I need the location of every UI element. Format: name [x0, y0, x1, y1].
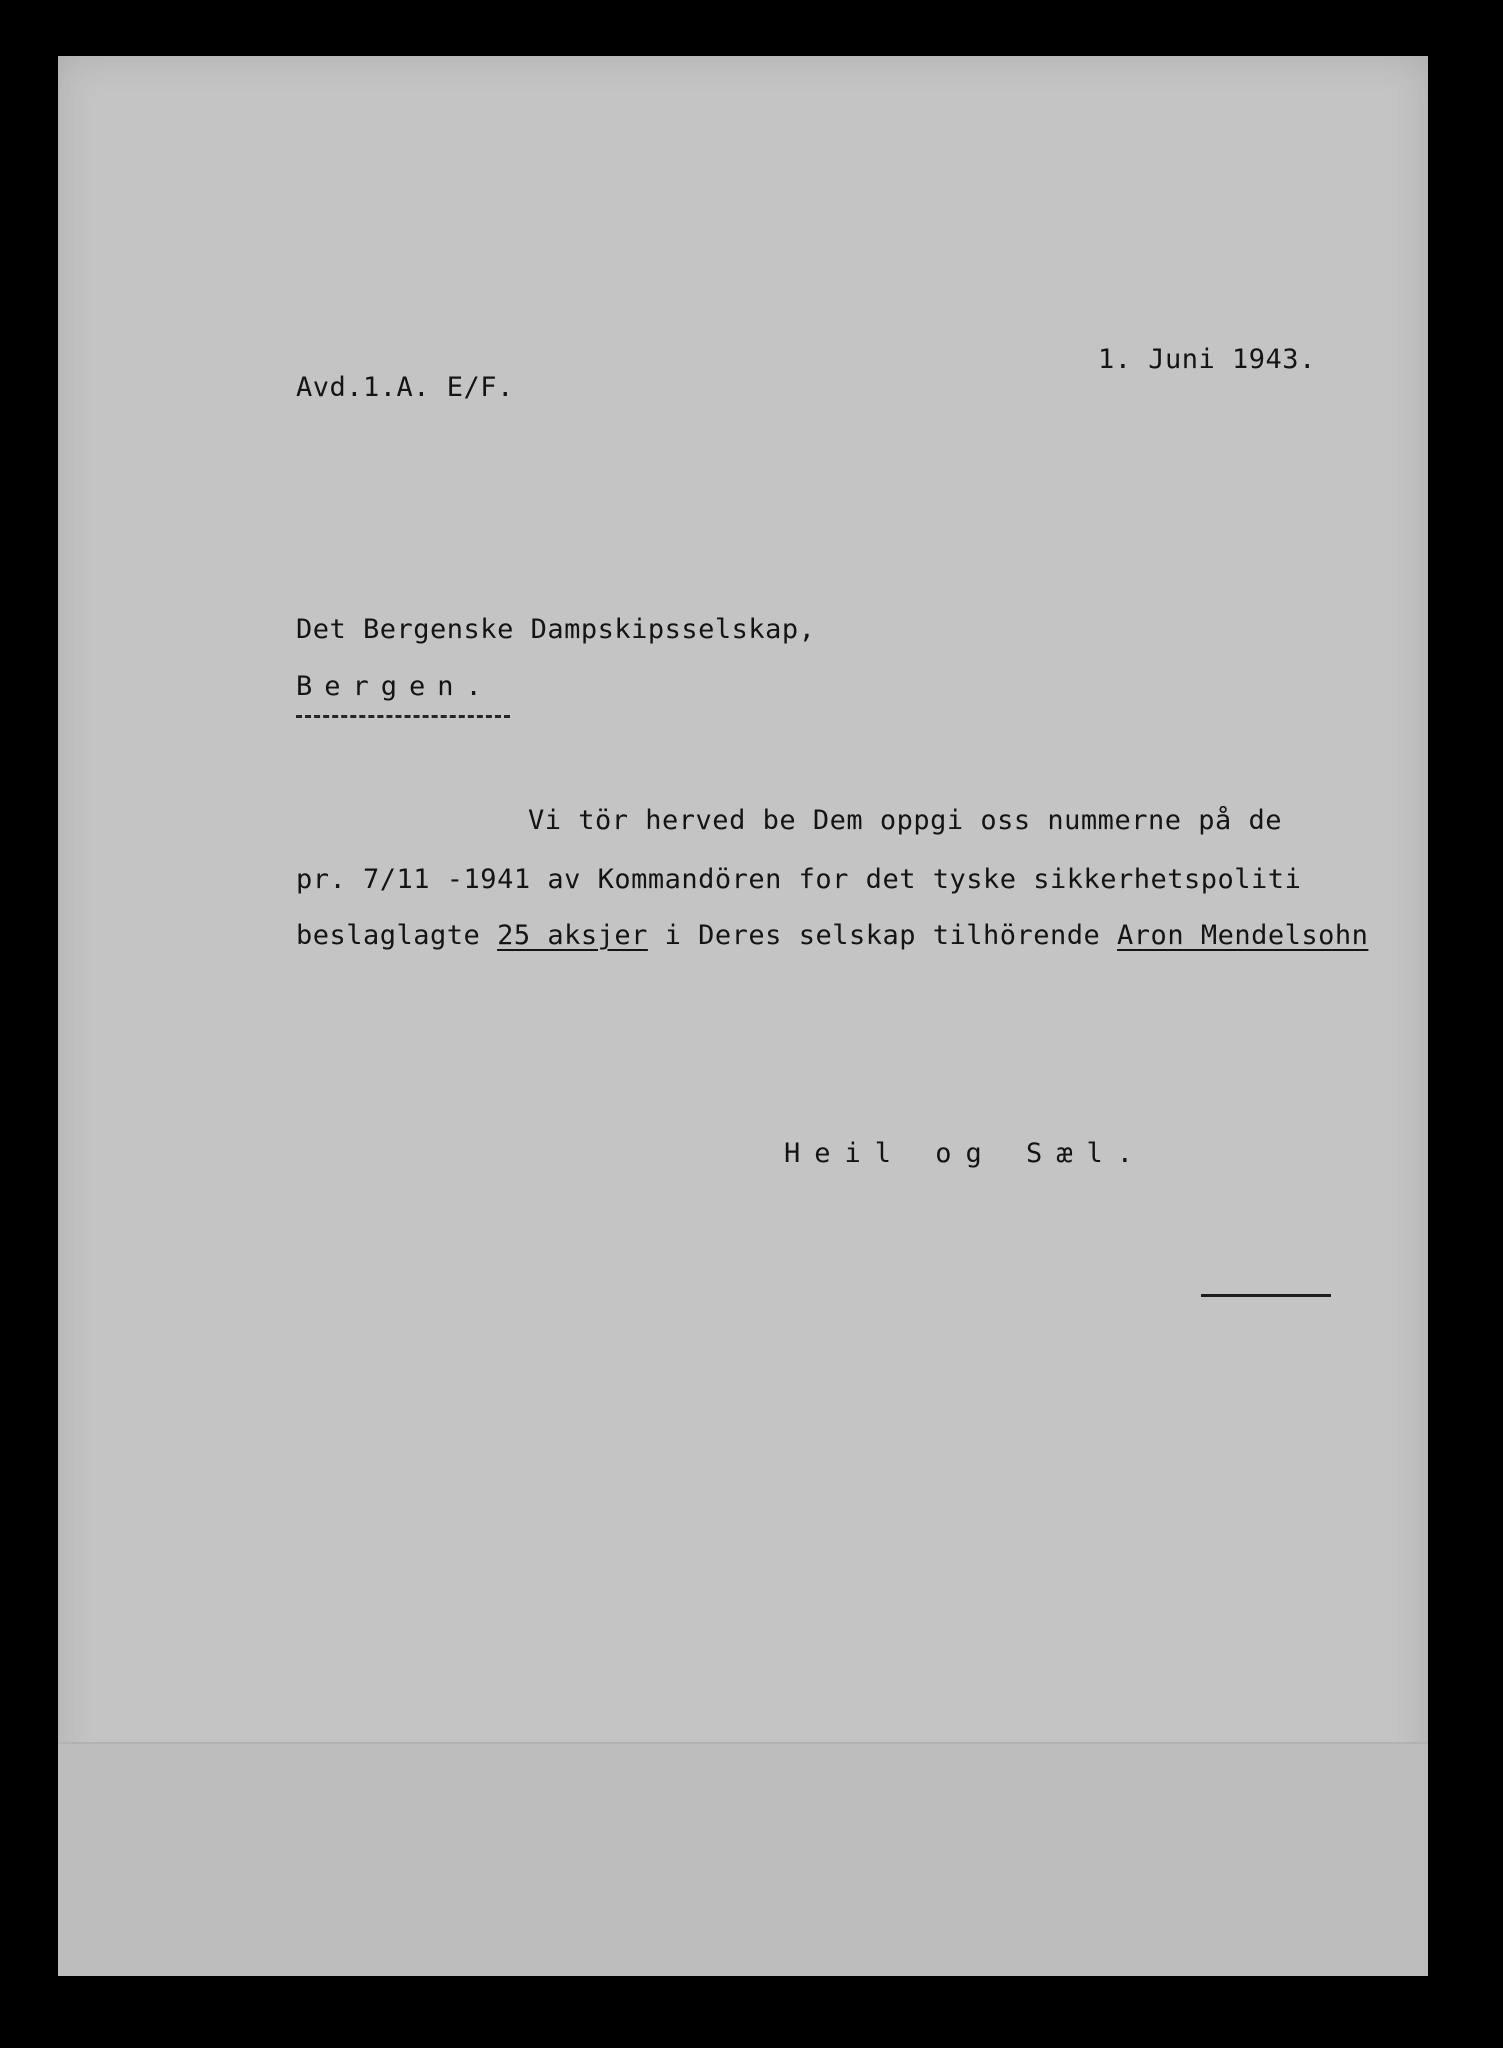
body-line-3-middle: i Deres selskap tilhörende: [647, 920, 1118, 951]
body-line-3-start: beslaglagte: [296, 920, 498, 951]
body-line-3: [296, 922, 1368, 949]
signature-line: [1201, 1294, 1331, 1297]
letter-date: 1. Juni 1943.: [1098, 344, 1316, 375]
paper-lower-strip: [58, 1742, 1428, 1976]
closing-salutation: Heil og Sæl.: [784, 1138, 1148, 1169]
body-line-1: Vi tör herved be Dem oppgi oss nummerne på de: [528, 805, 1282, 836]
owner-name: Aron Mendelsohn: [1117, 920, 1369, 951]
city-underline: [296, 715, 510, 718]
addressee: Det Bergenske Dampskipsselskap,: [296, 614, 816, 645]
body-line-2: pr. 7/11 -1941 av Kommandören for det tyske sikkerhetspoliti: [296, 864, 1302, 895]
letter-page: [58, 56, 1428, 1974]
share-count: 25 aksjer: [497, 920, 648, 951]
addressee-city: Bergen.: [296, 671, 494, 702]
reference-number: Avd.1.A. E/F.: [296, 372, 514, 403]
